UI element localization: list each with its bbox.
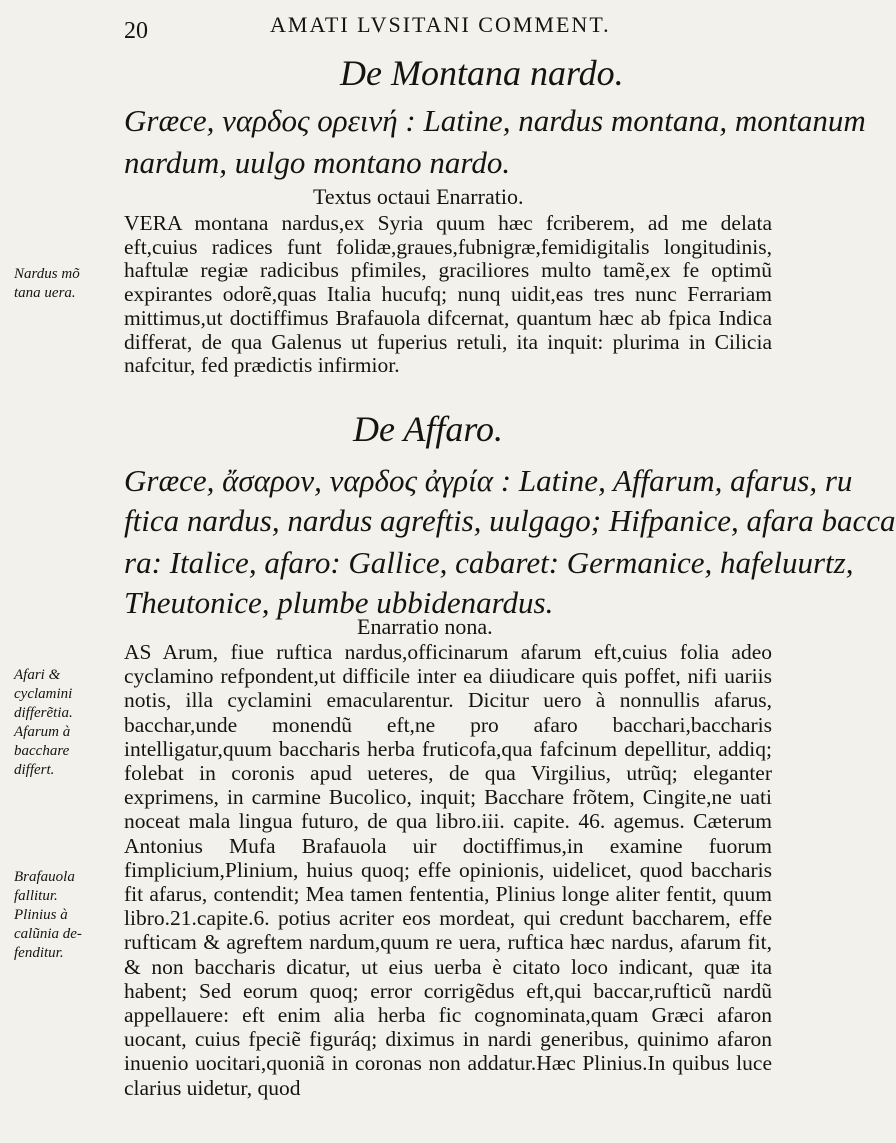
enarratio-body-text: VERA montana nardus,ex Syria quum hæc fcriberem, ad me delata eft,cuius radices funt folidæ,graues,fubnigræ,femidigitalis longitudinis, haftulæ regiæ radicibus pfimiles, graciliores multo tamẽ,ex fe optimũ expirantes odorẽ,quas Italia hucufq; nunq uidit,eas tres nunc Ferrariam mittimus,ut doctiffimus Brafauola difcernat, quantum hæc ab fpica Indica differat, de qua Galenus ut fuperius retuli, ita inquit: plurima in Cilicia nafcitur, fed prædictis infirmior. xyxy=(124,211,772,378)
margin-note-line: fallitur. xyxy=(14,888,58,904)
section-heading-montana-nardo: De Montana nardo. xyxy=(340,53,624,93)
synonyms-line: ftica nardus, nardus agreftis, uulgago; Hifpanice, afara bacca xyxy=(124,503,896,538)
synonyms-line: Græce, ναρδος ορεινή : Latine, nardus montana, montanum xyxy=(124,103,866,138)
margin-note-line: Brafauola xyxy=(14,869,75,885)
margin-note-line: tana uera. xyxy=(14,285,76,301)
running-head: AMATI LVSITANI COMMENT. xyxy=(270,12,611,37)
enarratio-subheading: Textus octaui Enarratio. xyxy=(313,184,524,209)
synonyms-line: nardum, uulgo montano nardo. xyxy=(124,145,511,180)
margin-note-line: differt. xyxy=(14,762,55,778)
margin-note-line: Nardus mõ xyxy=(14,266,80,282)
margin-note-line: Afarum à xyxy=(14,724,71,740)
synonyms-line: ra: Italice, afaro: Gallice, cabaret: Germanice, hafeluurtz, xyxy=(124,545,854,580)
margin-note-line: cyclamini xyxy=(14,686,73,702)
margin-note xyxy=(14,666,114,780)
margin-note-line: bacchare xyxy=(14,743,70,759)
section-heading-affaro: De Affaro. xyxy=(353,409,503,449)
margin-note-line: Plinius à xyxy=(14,907,68,923)
margin-note-line: differẽtia. xyxy=(14,705,73,721)
synonyms-line: Græce, ἄσαρον, ναρδος ἀγρία : Latine, Affarum, afarus, ru xyxy=(124,463,853,498)
margin-note-line: calũnia de- xyxy=(14,926,82,942)
margin-note-line: Afari & xyxy=(14,667,61,683)
page-number: 20 xyxy=(124,18,148,44)
margin-note xyxy=(14,868,114,963)
margin-note xyxy=(14,265,114,303)
enarratio-subheading: Enarratio nona. xyxy=(357,614,493,639)
enarratio-body-text: AS Arum, fiue ruftica nardus,officinarum afarum eft,cuius folia adeo cyclamino refpondent,ut difficile inter ea diiudicare quis poffet, nifi uariis notis, illa cyclamini emacularentur. Dicitur uero à nonnullis afarus, bacchar,unde monendũ eft,ne pro afaro bacchari,baccharis intelligatur,quum baccharis herba fruticofa,qua fafcinum depellitur, addiq; folebat in coronis apud ueteres, de qua Virgilius, utrũq; eleganter exprimens, in carmine Bucolico, inquit; Bacchare frõtem, Cingite,ne uati noceat mala lingua futuro, de qua libro.iii. capite. 46. agemus. Cæterum Antonius Mufa Brafauola uir doctiffimus,in examine fuorum fimplicium,Plinium, huius quoq; effe opinionis, uidelicet, quod baccharis fit afarus, contendit; Mea tamen fententia, Plinius longe aliter fentit, quum libro.21.capite.6. potius acriter eos mordeat, qui credunt baccharem, effe rufticam & agreftem nardum,quum re uera, ruftica hæc nardus, afarum fit, & non baccharis dicatur, ut eius uerba è citato loco indicant, quæ ita habent; Sed eorum quoq; error corrigẽdus eft,qui baccar,rufticũ nardũ appellauere: eft enim alia herba fic cognominata,quam Græci afaron uocant, cuius fpeciẽ figuráq; diximus in nardi generibus, quinimo afaron inuenio uocitari,quoniã in coronas non addatur.Hæc Plinius.In quibus luce clarius uidetur, quod xyxy=(124,640,772,1100)
synonyms-line: Theutonice, plumbe ubbidenardus. xyxy=(124,585,554,620)
margin-note-line: fenditur. xyxy=(14,945,64,961)
